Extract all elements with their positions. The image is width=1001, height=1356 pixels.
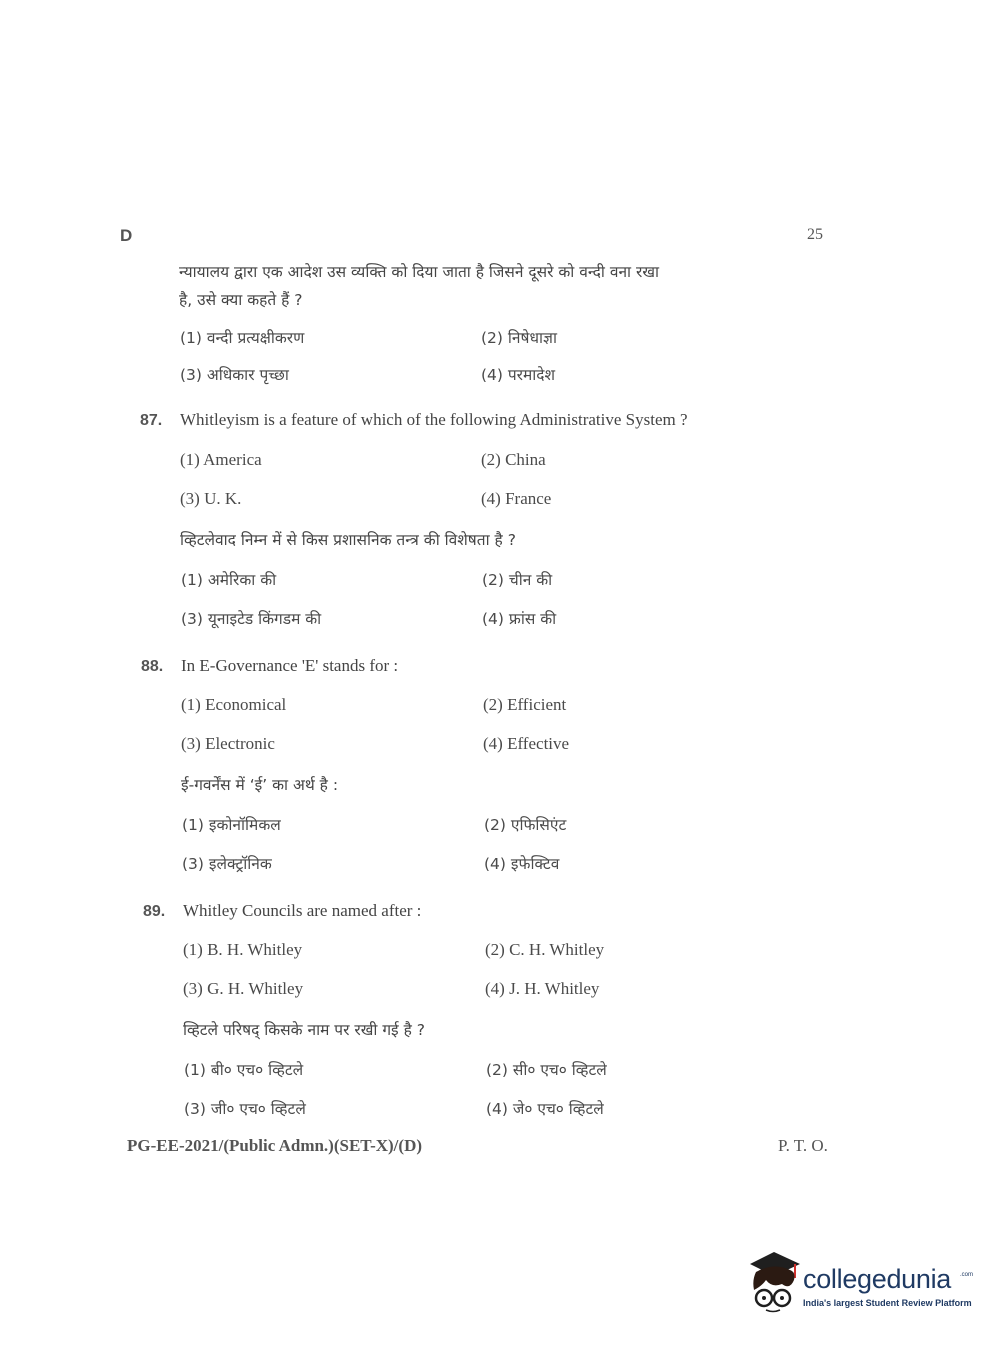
hindi-option-1: (1) बी० एच० व्हिटले [184,1061,304,1079]
hindi-option-4: (4) इफेक्टिव [484,855,560,873]
option-2: (2) Efficient [483,695,567,714]
question-number: 89. [143,903,166,920]
option-4: (4) France [481,489,552,508]
question-hindi-text: व्हिटलेवाद निम्न में से किस प्रशासनिक तन्त्र की विशेषता है ? [180,531,516,549]
q86-hindi-option-3: (3) अधिकार पृच्छा [180,366,289,384]
hindi-option-4: (4) जे० एच० व्हिटले [486,1100,604,1118]
page-number: 25 [807,226,823,243]
option-2: (2) C. H. Whitley [485,940,605,959]
option-4: (4) J. H. Whitley [485,979,600,998]
q86-hindi-option-2: (2) निषेधाज्ञा [481,329,557,347]
q86-hindi-option-4: (4) परमादेश [481,366,556,384]
option-4: (4) Effective [483,734,570,753]
option-3: (3) G. H. Whitley [183,979,304,998]
question-hindi-text: व्हिटले परिषद् किसके नाम पर रखी गई है ? [183,1021,425,1039]
question-text: Whitley Councils are named after : [183,901,422,920]
brand-suffix: .com [960,1272,974,1278]
hindi-option-3: (3) जी० एच० व्हिटले [184,1100,306,1118]
option-1: (1) Economical [181,695,287,714]
series-letter: D [120,226,133,245]
paper-code: PG-EE-2021/(Public Admn.)(SET-X)/(D) [127,1136,423,1155]
option-1: (1) America [180,450,262,469]
brand-name: collegedunia [803,1264,952,1294]
q86-hindi-line1: न्यायालय द्वारा एक आदेश उस व्यक्ति को दिया जाता है जिसने दूसरे को वन्दी वना रखा [179,263,660,281]
hindi-option-2: (2) सी० एच० व्हिटले [486,1061,607,1079]
hindi-option-2: (2) एफिसिएंट [484,816,567,834]
option-3: (3) Electronic [181,734,275,753]
option-1: (1) B. H. Whitley [183,940,303,959]
please-turn-over: P. T. O. [778,1136,828,1155]
q86-hindi-line2: है, उसे क्या कहते हैं ? [179,291,303,309]
question-text: In E-Governance 'E' stands for : [181,656,399,675]
hindi-option-1: (1) अमेरिका की [181,571,277,589]
question-hindi-text: ई-गवर्नेंस में ‘ई’ का अर्थ है : [181,776,339,794]
brand-tagline: India's largest Student Review Platform [803,1298,972,1308]
q86-hindi-option-1: (1) वन्दी प्रत्यक्षीकरण [180,329,305,347]
hindi-option-4: (4) फ्रांस की [482,610,557,628]
hindi-option-3: (3) इलेक्ट्रॉनिक [182,855,272,873]
option-2: (2) China [481,450,546,469]
option-3: (3) U. K. [180,489,242,508]
hindi-option-3: (3) यूनाइटेड किंगडम की [181,610,322,628]
mascot-logo-icon [744,1250,804,1314]
hindi-option-2: (2) चीन की [482,571,553,589]
hindi-option-1: (1) इकोनॉमिकल [182,816,281,834]
question-text: Whitleyism is a feature of which of the following Administrative System ? [180,410,688,429]
question-number: 87. [140,412,163,429]
question-number: 88. [141,658,164,675]
